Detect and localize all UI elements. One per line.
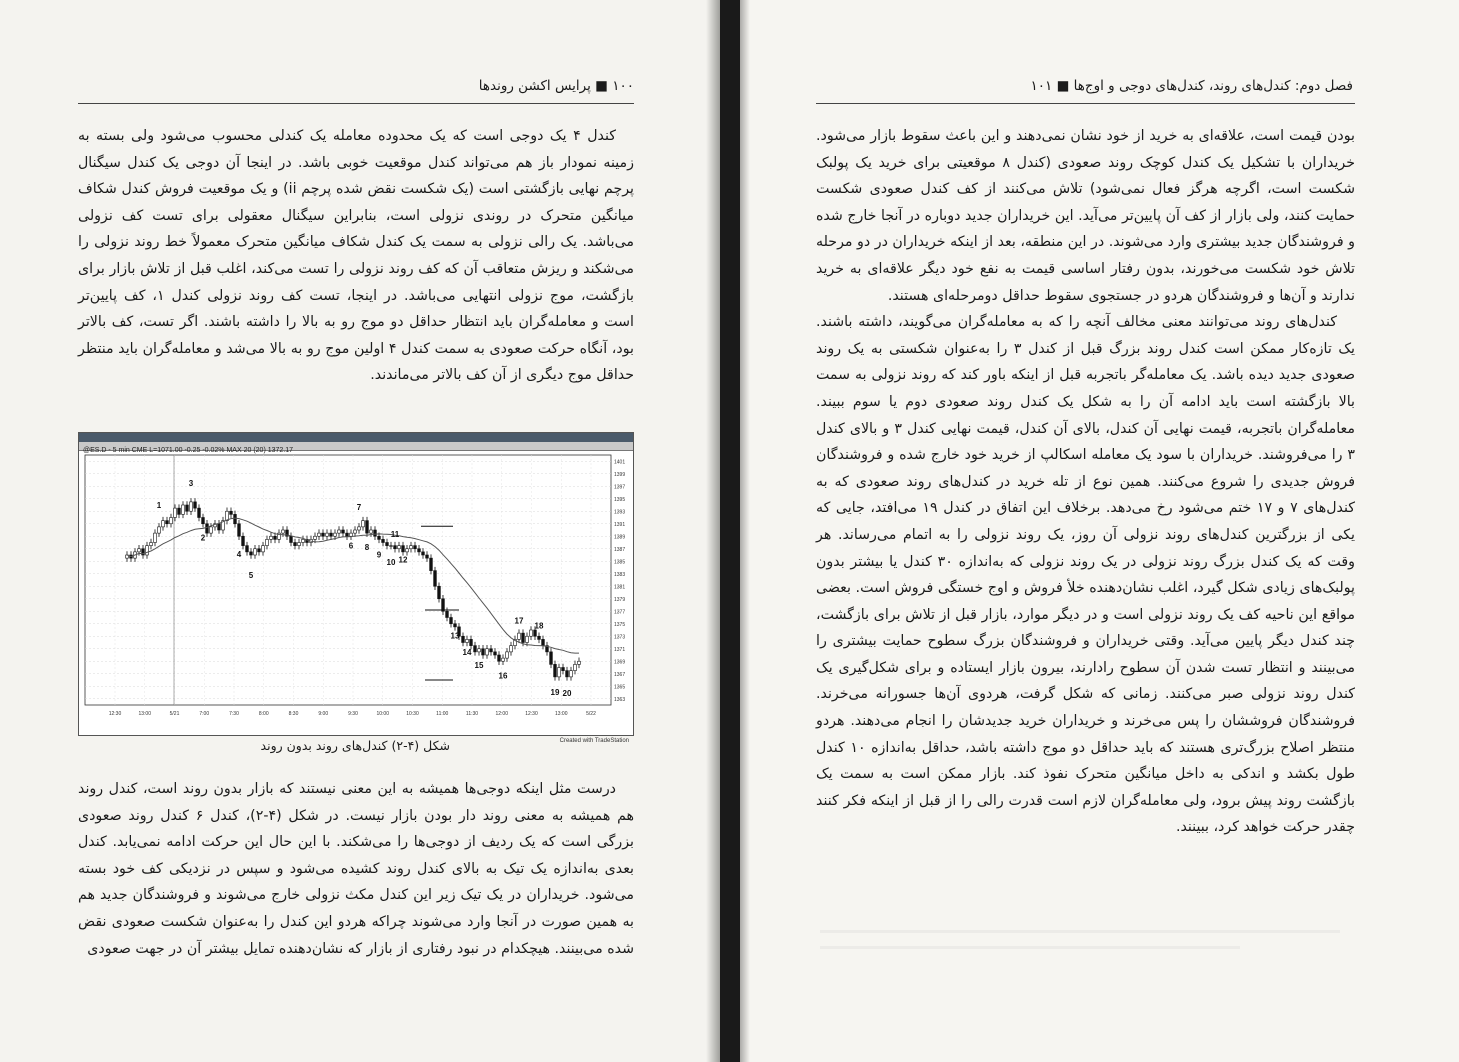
candle-body — [150, 543, 153, 546]
candle-body — [470, 639, 473, 645]
y-tick-label: 1363 — [614, 696, 626, 703]
candle-body — [290, 536, 293, 542]
bar-number-label: 16 — [498, 671, 508, 681]
bar-number-label: 14 — [462, 647, 472, 657]
x-tick-label: 12:00 — [495, 711, 509, 717]
bar-number-label: 5 — [248, 571, 254, 580]
bar-number-label: 7 — [356, 502, 362, 512]
bar-number-label: 4 — [236, 549, 242, 559]
show-through-mark — [820, 946, 1240, 949]
candle-body — [334, 533, 337, 536]
x-tick-label: 12:30 — [525, 711, 538, 717]
candle-body — [442, 599, 445, 612]
candle-body — [266, 539, 269, 545]
candle-body — [346, 533, 349, 536]
candle-body — [198, 508, 201, 517]
x-tick-label: 7:00 — [199, 711, 210, 717]
x-tick-label: 8:00 — [258, 711, 269, 717]
candle-body — [166, 521, 169, 524]
y-tick-label: 1391 — [614, 521, 626, 528]
candle-body — [374, 530, 377, 536]
bar-number-label: 10 — [386, 557, 396, 567]
bar-number-label: 9 — [376, 550, 382, 560]
candle-body — [434, 571, 437, 587]
candle-body — [362, 521, 365, 527]
left-page-header: ۱۰۰ ■ پرایس اکشن روندها — [478, 78, 634, 94]
y-tick-label: 1381 — [614, 584, 626, 591]
spine-shadow — [706, 0, 720, 1062]
bar-number-label: 3 — [188, 479, 194, 489]
show-through-mark — [820, 930, 1340, 933]
bar-number-label: 2 — [200, 533, 206, 543]
bar-number-label: 15 — [474, 661, 484, 670]
candle-body — [450, 618, 453, 624]
bar-number-label: 20 — [562, 689, 572, 699]
candle-body — [342, 530, 345, 533]
bar-number-label: 11 — [390, 529, 400, 539]
candle-body — [482, 649, 485, 655]
left-page — [0, 0, 720, 1062]
x-tick-label: 10:00 — [376, 711, 390, 717]
candle-body — [194, 502, 197, 508]
y-tick-label: 1385 — [614, 559, 626, 566]
left-body-bottom — [78, 776, 634, 962]
chart-credit: Created with TradeStation — [559, 738, 629, 744]
candle-body — [574, 664, 577, 670]
candle-body — [338, 530, 341, 533]
candle-body — [162, 521, 165, 527]
candle-body — [186, 505, 189, 511]
price-chart — [78, 432, 634, 744]
candle-body — [510, 646, 513, 652]
candle-body — [558, 668, 561, 677]
candle-body — [218, 524, 221, 530]
candle-body — [262, 546, 265, 552]
x-tick-label: 12:30 — [108, 711, 122, 717]
right-page-header: فصل دوم: کندل‌های روند، کندل‌های دوجی و اوج‌ها ■ ۱۰۱ — [1030, 78, 1353, 94]
bar-number-label: 18 — [534, 621, 544, 631]
candle-body — [438, 586, 441, 599]
y-tick-label: 1397 — [614, 484, 626, 491]
candle-body — [202, 518, 205, 524]
y-tick-label: 1367 — [614, 671, 626, 678]
bar-number-label: 17 — [514, 616, 524, 626]
candle-body — [446, 611, 449, 617]
candle-body — [246, 546, 249, 552]
candle-body — [318, 533, 321, 536]
candle-body — [242, 536, 245, 545]
candle-body — [174, 508, 177, 517]
x-tick-label: 9:30 — [348, 711, 358, 717]
y-tick-label: 1395 — [614, 496, 626, 503]
candle-body — [570, 671, 573, 677]
candle-body — [294, 543, 297, 546]
candle-body — [422, 552, 425, 555]
candle-body — [518, 633, 521, 639]
bar-number-label: 6 — [348, 541, 354, 551]
candle-body — [530, 630, 533, 636]
candle-body — [378, 536, 381, 539]
x-tick-label: 13:00 — [138, 711, 152, 717]
candle-body — [578, 661, 581, 664]
paragraph: درست مثل اینکه دوجی‌ها همیشه به این معنی نیستند که بازار بدون روند است، کندل روند هم همیشه به معنی روند دار بودن بازار نیست. در شکل (۴-۲)، کندل ۶ کندل روند صعودی بزرگی است که یک ردیف از دوجی‌ها را می‌شکند. با این حال این حرکت ادامه نمی‌یابد. کندل بعدی به‌اندازه یک تیک به بالای کندل روند کشیده می‌شود و سپس در نزدیکی کف خود بسته می‌شود. خریداران در یک تیک زیر این کندل مکث نزولی خارج می‌شوند و فروشندگان جدید هم به همین صورت در آنجا وارد می‌شوند چراکه هردو این کندل را به‌عنوان شکست صعودی نقض شده می‌بینند. هیچکدام در نبود رفتاری از بازار که نشان‌دهنده تمایل بیشتر آن در جهت صعودی — [78, 781, 634, 957]
candle-body — [526, 636, 529, 642]
candle-body — [138, 549, 141, 552]
candle-body — [178, 508, 181, 514]
chart-info-text: @ES.D - 5 min CME L=1071.00 -0.25 -0.02% MAX 20 (20) 1372.17 — [83, 447, 294, 454]
candle-body — [562, 668, 565, 671]
candle-body — [466, 639, 469, 642]
candle-body — [418, 549, 421, 552]
candle-body — [274, 536, 277, 539]
candle-body — [350, 533, 353, 536]
candle-body — [366, 521, 369, 534]
paragraph: بودن قیمت است، علاقه‌ای به خرید از خود نشان نمی‌دهند و این باعث سقوط بازار می‌شود. خریداران با تشکیل یک کندل کوچک روند صعودی (کندل ۸ موقعیتی برای خرید یک پولبک شکست است، اگرچه هرگز فعال نمی‌شود) تلاش می‌کنند از کف کندل صعودی شکست حمایت کنند، ولی بازار از کف آن پایین‌تر می‌آید. این خریداران جدید دوباره در آنجا خارج شده و فروشندگان جدید بیشتری وارد می‌شوند. در این منطقه، بعد از اینکه خریداران در دو مرحله تلاش خود شکست می‌خورند، بدون رفتار اساسی قیمت به نفع خود دیگر علاقه‌ای به خرید ندارند و آن‌ها و فروشندگان هردو در جستجوی سقوط حداقل دومرحله‌ای هستند. — [816, 128, 1355, 304]
x-tick-label: 5/22 — [586, 711, 596, 717]
paragraph: کندل‌های روند می‌توانند معنی مخالف آنچه را که به معامله‌گران می‌گویند، داشته باشند. یک تازه‌کار ممکن است کندل روند بزرگ قبل از کندل ۳ را به‌عنوان شکستی به یک روند صعودی جدید دیده باشد. یک معامله‌گر باتجربه قبل از اینکه باور کند که روند نزولی به سمت بالا بازگشته است باید ادامه آن را به شکل یک کندل روند صعودی دوم یا سوم ببیند. معامله‌گران باتجربه، قیمت نهایی آن کندل، بالای آن کندل، قیمت نهایی کندل ۳ و بالای کندل ۳ را می‌فروشند. خریداران با سود یک معامله اسکالپ از خرید خود خارج شده و فروشندگان فروش جدیدی را شروع می‌کنند. همین نوع از تله خرید در کندل‌های روند صعودی که به کندل‌های ۷ و ۱۷ ختم می‌شود رخ می‌دهد. برخلاف این اتفاق در کندل ۱۹ می‌افتد، جایی که یکی از بزرگترین کندل‌های روند نزولی آن روز، یک روند نزولی را به اتمام می‌رساند. هر وقت که یک کندل بزرگ روند نزولی در یک روند نزولی که به‌اندازه ۳۰ کندل یا بیشتر بدون پولبک‌های زیادی شکل گیرد، اغلب نشان‌دهنده خلأ فروش و اوج خستگی فروش است. بعضی مواقع این ناحیه کف یک روند نزولی است و در دیگر موارد، بازار قبل از تلاش برای بازگشت، چند کندل دیگر پایین می‌آید. وقتی خریداران و فروشندگان بزرگ سطوح حمایت بیشتری را می‌بینند و انتظار تست شدن آن سطوح رادارند، بیرون بازار ایستاده و برای شکل‌گیری یک کندل روند نزولی صبر می‌کنند. زمانی که شکل گرفت، هردوی آن‌ها جسورانه می‌خرند. فروشندگان فروششان را پس می‌خرند و خریداران خرید جدیدشان را انجام می‌دهند. هردو منتظر اصلاح بزرگ‌تری هستند که باید حداقل دو موج داشته باشد، حداقل به‌اندازه ۱۰ کندل طول بکشد و اندکی به داخل میانگین متحرک نفوذ کند. بازار ممکن است به سمت یک بازگشت روند پیش برود، ولی معامله‌گران لازم است قدرت رالی را از قبل از اینکه فکر کنند چقدر حرکت خواهد کرد، ببینند. — [816, 314, 1356, 836]
candle-body — [230, 511, 233, 514]
y-tick-label: 1401 — [614, 459, 626, 466]
candle-body — [358, 527, 361, 530]
y-tick-label: 1377 — [614, 609, 626, 616]
candle-body — [490, 649, 493, 652]
candle-body — [462, 636, 465, 642]
candle-body — [386, 543, 389, 546]
candle-body — [158, 527, 161, 533]
y-tick-label: 1379 — [614, 596, 626, 603]
candle-body — [454, 624, 457, 627]
candle-body — [170, 518, 173, 524]
candle-body — [414, 546, 417, 549]
paragraph: کندل ۴ یک دوجی است که یک محدوده معامله یک کندلی محسوب می‌شود ولی بسته به زمینه نمودار باز هم می‌تواند کندل موقعیت خوبی باشد. در اینجا آن دوجی یک کندل سیگنال پرچم نهایی بازگشتی است (یک شکست نقض شده پرچم ii) و یک موقعیت فروش کندل شکاف میانگین متحرک در روندی نزولی است، بنابراین سیگنال معقولی برای تست کف نزولی می‌باشد. یک رالی نزولی به سمت یک کندل شکاف میانگین متحرک معمولاً خط روند نزولی را می‌شکند و ریزش متعاقب آن که کف روند نزولی را تست می‌کند، اغلب قبل از تلاش بازار برای بازگشت، موج نزولی انتهایی می‌باشد. در اینجا، تست کف روند نزولی کندل ۱، کف پایین‌تر است و معامله‌گران باید انتظار حداقل دو موج رو به بالا را داشته باشند. اگر تست، کف بالاتر بود، آنگاه حرکت صعودی به سمت کندل ۴ اولین موج رو به بالا می‌شد و معامله‌گران باید منتظر حداقل موج دیگری از آن کف بالاتر می‌ماندند. — [78, 128, 634, 384]
bar-number-label: 13 — [450, 631, 460, 641]
candle-body — [430, 558, 433, 571]
candle-body — [370, 530, 373, 533]
candle-body — [390, 546, 393, 547]
x-tick-label: 11:30 — [465, 711, 479, 717]
candle-body — [282, 530, 285, 533]
y-tick-label: 1393 — [614, 509, 626, 516]
y-tick-label: 1373 — [614, 634, 626, 641]
right-page — [740, 0, 1459, 1062]
y-tick-label: 1383 — [614, 571, 626, 578]
candle-body — [394, 546, 397, 549]
x-tick-label: 10:30 — [406, 711, 419, 717]
candle-body — [206, 524, 209, 533]
candle-body — [474, 646, 477, 652]
candle-body — [314, 536, 317, 539]
x-tick-label: 11:00 — [436, 711, 449, 717]
candle-body — [238, 524, 241, 537]
candle-body — [402, 546, 405, 552]
candle-body — [554, 664, 557, 677]
candle-body — [502, 658, 505, 661]
candle-body — [566, 671, 569, 677]
candle-body — [486, 649, 489, 655]
candle-body — [506, 652, 509, 658]
candle-body — [542, 639, 545, 645]
candle-body — [494, 652, 497, 655]
right-body — [816, 123, 1355, 841]
candle-body — [322, 533, 325, 536]
candle-body — [234, 514, 237, 523]
candle-body — [382, 539, 385, 542]
candle-body — [406, 549, 409, 552]
candle-body — [298, 543, 301, 546]
candle-body — [426, 555, 429, 558]
y-tick-label: 1399 — [614, 471, 626, 478]
x-tick-label: 9:00 — [318, 711, 329, 717]
candle-body — [354, 530, 357, 533]
candle-body — [398, 546, 401, 549]
candle-body — [146, 546, 149, 555]
candle-body — [182, 505, 185, 514]
candle-body — [522, 633, 525, 642]
spine-shadow — [740, 0, 750, 1062]
y-tick-label: 1389 — [614, 534, 626, 541]
plot-area — [85, 455, 611, 705]
chart-plot — [79, 433, 633, 735]
y-tick-label: 1369 — [614, 659, 626, 666]
y-tick-label: 1365 — [614, 684, 626, 691]
candle-body — [478, 649, 481, 652]
candle-body — [154, 533, 157, 542]
candle-body — [190, 502, 193, 511]
header-rule — [816, 103, 1355, 104]
candle-body — [410, 546, 413, 549]
candle-body — [254, 549, 257, 555]
y-tick-label: 1375 — [614, 621, 626, 628]
x-tick-label: 13:00 — [554, 711, 568, 717]
candle-body — [326, 533, 329, 536]
x-tick-label: 5/21 — [169, 711, 180, 717]
candle-body — [550, 652, 553, 665]
x-tick-label: 7:30 — [229, 711, 239, 717]
candle-body — [330, 533, 333, 536]
candle-body — [258, 549, 261, 552]
bar-number-label: 19 — [550, 687, 560, 697]
candle-body — [498, 655, 501, 661]
y-tick-label: 1371 — [614, 646, 626, 653]
candle-body — [538, 636, 541, 639]
header-rule — [78, 103, 634, 104]
left-body-top — [78, 123, 634, 389]
figure-caption: شکل (۴-۲) کندل‌های روند بدون روند — [260, 738, 450, 753]
y-tick-label: 1387 — [614, 546, 626, 553]
bar-number-label: 1 — [156, 501, 162, 510]
x-tick-label: 8:30 — [288, 711, 299, 717]
candle-body — [250, 552, 253, 555]
candle-body — [210, 527, 213, 533]
bar-number-label: 8 — [364, 542, 370, 552]
candle-body — [534, 630, 537, 636]
candle-body — [302, 539, 305, 542]
candle-body — [270, 536, 273, 539]
bar-number-label: 12 — [398, 555, 408, 565]
